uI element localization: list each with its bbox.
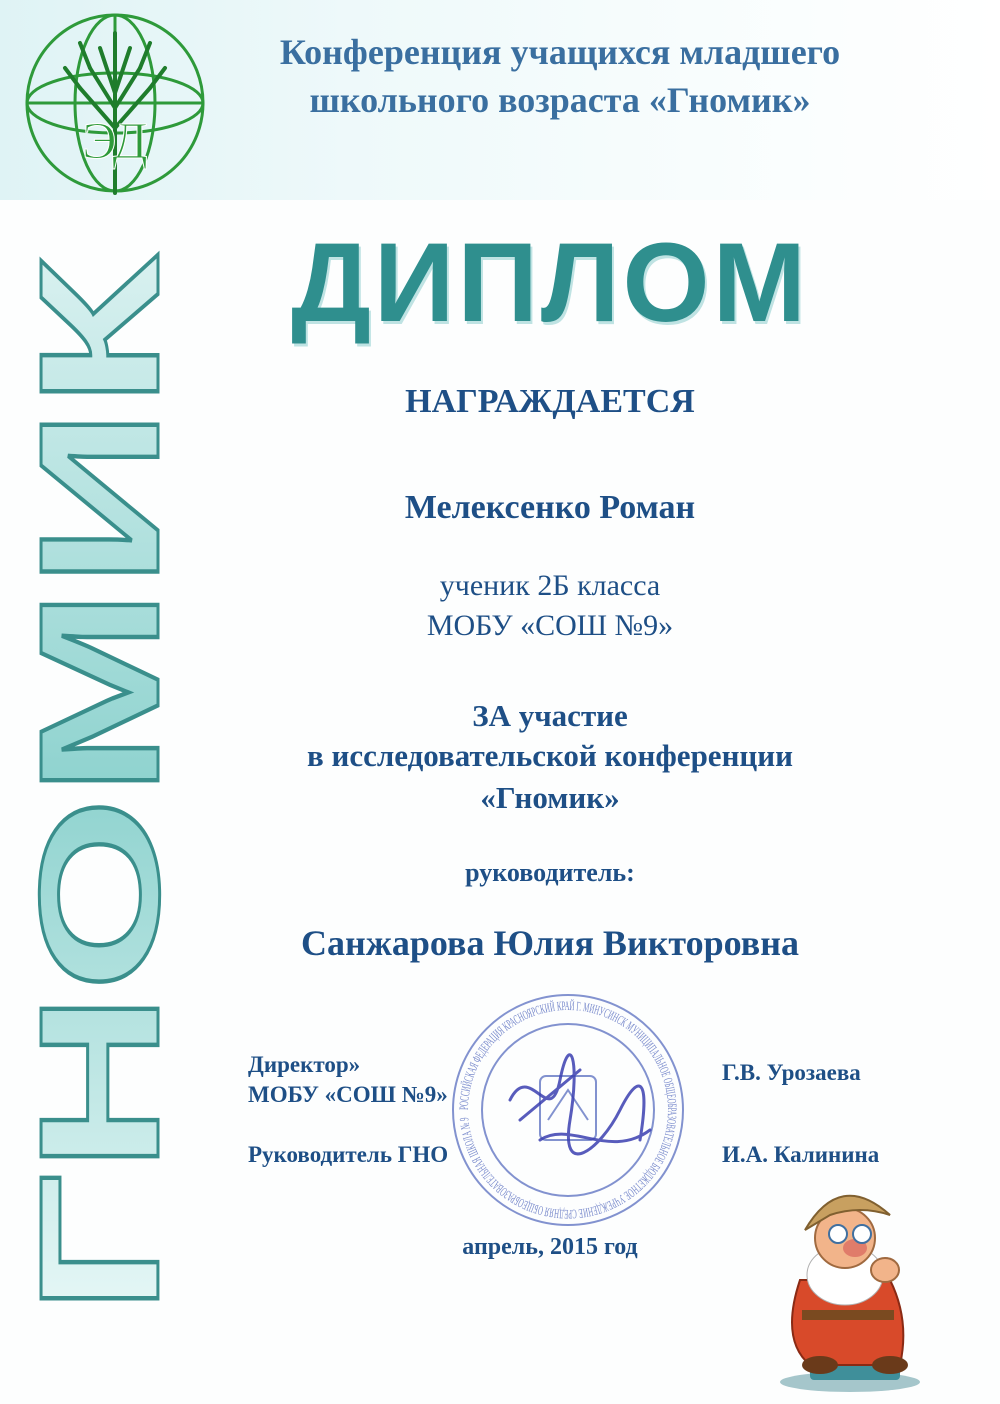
- conference-title-line2: школьного возраста «Гномик»: [309, 80, 811, 120]
- handwritten-signature: [500, 1040, 660, 1180]
- reason-line1: ЗА участие: [472, 698, 628, 733]
- director-name: Г.В. Урозаева: [722, 1060, 861, 1085]
- supervisor-name: Санжарова Юлия Викторовна: [301, 923, 799, 963]
- gno-head-label: Руководитель ГНО: [248, 1142, 449, 1167]
- gno-head-name: И.А. Калинина: [722, 1142, 880, 1167]
- diploma-title: ДИПЛОМ: [291, 220, 809, 345]
- side-vertical-word: [5, 240, 195, 1330]
- stamp-text-path: РОССИЙСКАЯ ФЕДЕРАЦИЯ КРАСНОЯРСКИЙ КРАЙ Г. МИНУСИНСК МУНИЦИПАЛЬНОЕ ОБЩЕОБРАЗОВАТЕЛЬНОЕ БЮДЖЕТНОЕ УЧРЕЖДЕНИЕ СРЕДНЯЯ ОБЩЕОБРАЗОВАТЕЛЬНАЯ ШКОЛА № 9: [455, 997, 681, 1223]
- student-class: ученик 2Б класса: [439, 569, 661, 602]
- gnome-illustration-icon: [740, 1160, 940, 1394]
- conference-title-line1: Конференция учащихся младшего: [279, 32, 841, 72]
- conference-title: [230, 28, 890, 124]
- supervisor-label: руководитель:: [465, 858, 635, 887]
- awarded-heading: НАГРАЖДАЕТСЯ: [405, 383, 695, 420]
- issue-date: апрель, 2015 год: [462, 1234, 638, 1260]
- side-word-text: ГНОМИК: [5, 596, 195, 1315]
- recipient-name: Мелексенко Роман: [404, 489, 696, 526]
- logo-text: ЭД: [82, 113, 148, 170]
- eco-tree-logo-icon: [20, 8, 210, 198]
- director-title: Директор»: [248, 1052, 361, 1077]
- reason-line3: «Гномик»: [480, 780, 620, 815]
- director-school: МОБУ «СОШ №9»: [248, 1082, 448, 1107]
- reason-line2: в исследовательской конференции: [306, 738, 794, 773]
- school-name: МОБУ «СОШ №9»: [426, 609, 674, 642]
